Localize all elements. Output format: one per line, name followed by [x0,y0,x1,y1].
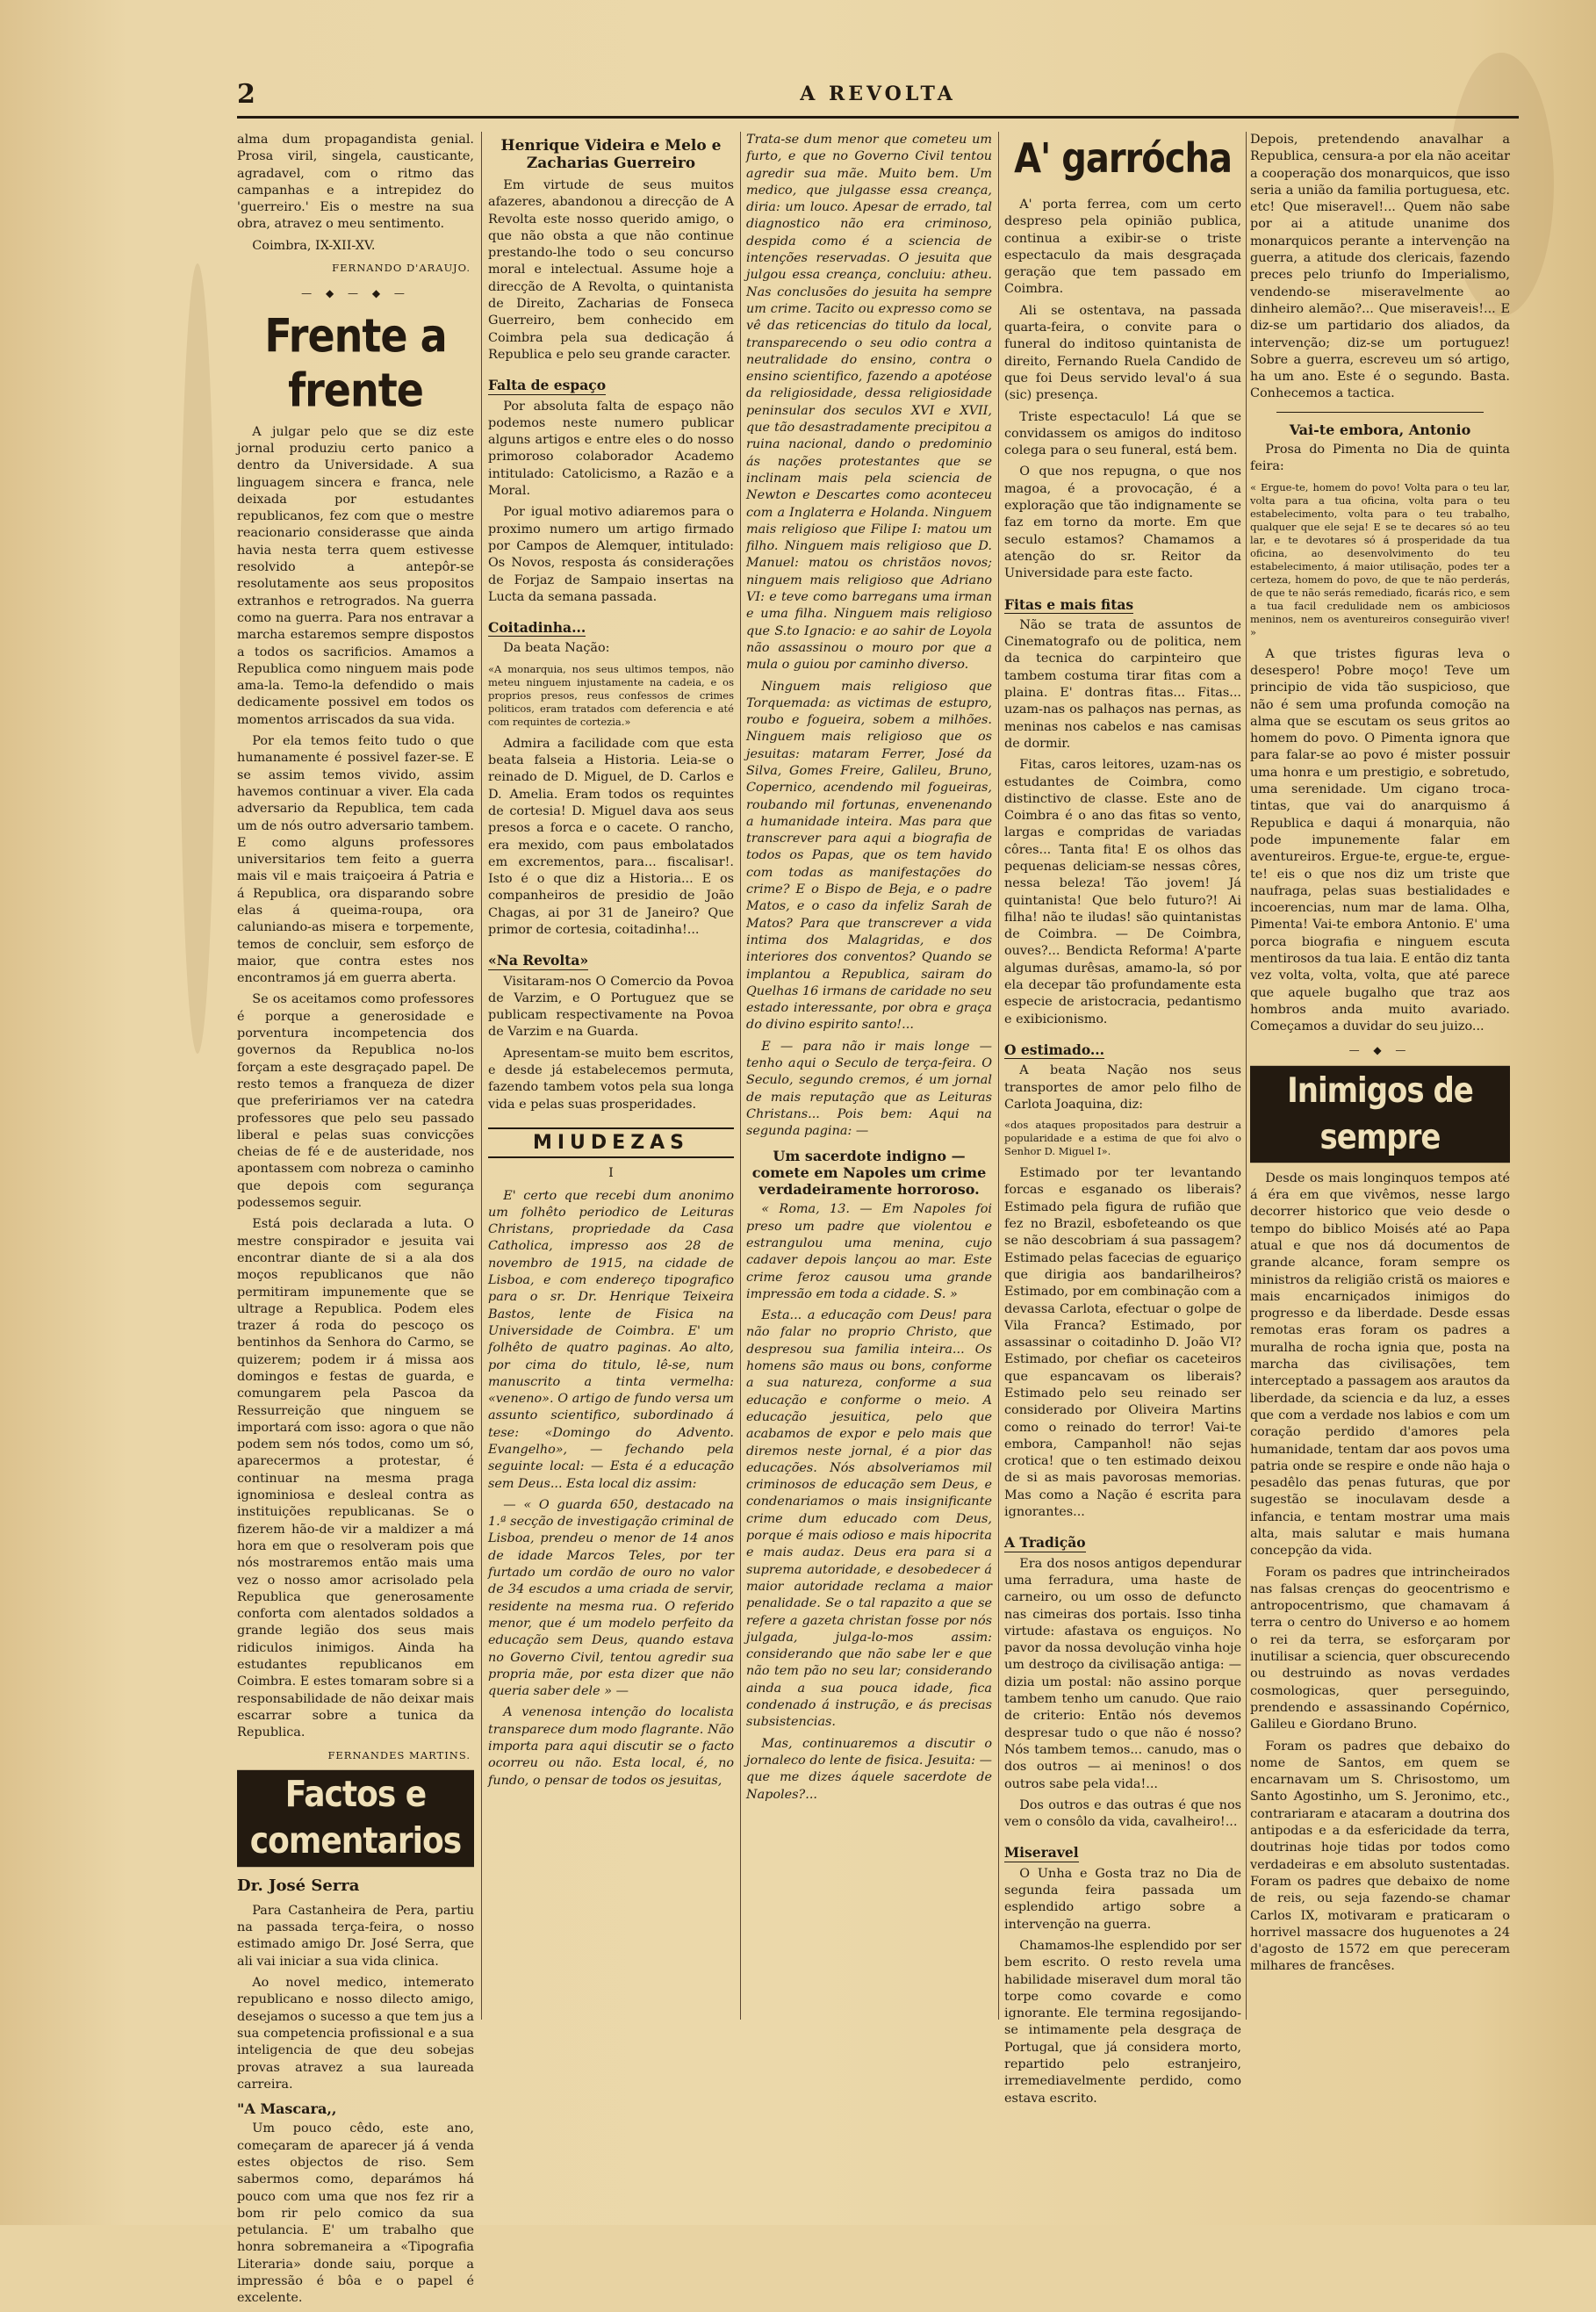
column-5 [1250,132,1510,1980]
paragraph: O que nos repugna, o que nos magoa, é a provocação, é a exploração que tão indignamente se faz em torno da morte. Em que seculo estamos? Chamamos a atenção do sr. Reitor da Universidade para este facto. [1004,465,1241,581]
paragraph: alma dum propagandista genial. Prosa viril, singela, causticante, agradavel, com o ritmo das campanhas e a intrepidez do 'guerreiro.' Eis o mestre na sua obra, atravez o meu sentimento. [237,133,474,232]
section-heading: Miseravel [1004,1844,1079,1862]
paragraph: O Unha e Gosta traz no Dia de segunda feira passada um esplendido artigo sobre a intervenção na guerra. [1004,1866,1241,1932]
paragraph: Esta... a educação com Deus! para não falar no proprio Christo, que despresou sua familia inteira... Os homens são maus ou bons, conforme a sua natureza, conforme a sua educação e conforme o meio. A educação jesuitica, pelo que acabamos de expor e pelo mais que diremos neste jornal, é a pior das educações. Nós absolveriamos mil criminosos de educação sem Deus, e condenariamos o mais insignificante crime dum educado com Deus, porque é mais odioso e mais hipocrita e mais audaz. Deus era para si a suprema autoridade, e desobedecer á maior autoridade reclama a maior penalidade. Se o tal rapazito a que se refere a gazeta christan fosse por nós julgada, julga-lo-mos assim: considerando que não sabe ler e que não tem pão no seu lar; considerando ainda a sua pouca idade, fica condenado á instrução, e ás precisas subsistencias. [746,1308,992,1730]
article-title: Inimigos de sempre [1250,1066,1510,1163]
section-banner: MIUDEZAS [488,1127,734,1158]
section-heading: A Tradição [1004,1534,1086,1552]
paragraph: Mas, continuaremos a discutir o jornaleco do lente de fisica. Jesuita: — que me dizes áquele sacerdote de Napoles?... [746,1736,992,1802]
paragraph: Ninguem mais religioso que Torquemada: as victimas de estupro, roubo e fogueira, sobem a milhões. Ninguem mais religioso que os jesuitas: mataram Ferrer, José da Silva, Gomes Freire, Galileu, Bruno, Copernico, acendendo mil fogueiras, roubando mil fortunas, envenenando a humanidade inteira. Mas para que transcrever para aqui a biografia de todos os Papas, que os tem havido com todas as manifestações do crime? E o Bispo de Beja, e o padre Matos, e o caso da infeliz Sarah de Matos? Para que transcrever a vida intima dos Malagridas, e dos interiores dos conventos? Quando se implantou a Republica, sairam do Quelhas 16 irmans de caridade no seu estado interessante, por obra e graça do divino espirito santo!... [746,679,993,1033]
paragraph: « Roma, 13. — Em Napoles foi preso um padre que violentou e estrangulou uma menina, cujo cadaver depois lançou ao mar. Este crime feroz causou uma grande impressão em toda a cidade. S. » [746,1202,992,1301]
column-divider [998,132,999,2020]
column-1 [237,132,474,2312]
section-heading: Vai-te embora, Antonio [1289,421,1471,438]
paragraph: Foram os padres que debaixo do nome de Santos, em quem se encarnavam um S. Chrisostomo, um Santo Agostinho, um S. Jeronimo, etc., contrariaram e atacaram a doutrina dos antipodas e a da esfericidade da terra, doutrinas hoje tidas por todos como verdadeiras e em absoluto sustentadas. Foram os padres que debaixo de nome de reis, ou seja fazendo-se chamar Carlos IX, motivaram e praticaram o horrivel massacre dos huguenotes a 24 d'agosto de 1572 em que pereceram milhares de francêses. [1250,1739,1510,1974]
paragraph: Para Castanheira de Pera, partiu na passada terça-feira, o nosso estimado amigo Dr. José Serra, que ali vai iniciar a sua vida clinica. [237,1903,474,1969]
page-header [237,79,1519,114]
quotation: «A monarquia, nos seus ultimos tempos, não meteu ninguem injustamente na cadeia, e os proprios presos, reus confessos de crimes politicos, eram tratados com deferencia e até com requintes de cortezia.» [488,662,734,728]
section-heading: O estimado... [1004,1041,1105,1058]
paragraph: Admira a facilidade com que esta beata falseia a Historia. Leia-se o reinado de D. Miguel, de D. Carlos e D. Amelia. Eram todos os requintes de cortesia! D. Miguel dava aos seus presos a forca e o cacete. O rancho, era mexido, com paus embolatados em excrementos, para... fiscalisar!. Isto é o que diz a Historia... E os companheiros de presidio de João Chagas, ai por 31 de Janeiro? Que primor de cortesia, coitadinha!... [488,736,734,937]
quotation: « Ergue-te, homem do povo! Volta para o teu lar, volta para a tua oficina, volta para o teu estabelecimento, volta para o teu trabalho, qualquer que ele seja! E se te decares só ao teu lar, e te devotares só á prosperidade da tua oficina, ao desenvolvimento do teu estabelecimento, á maior utilisação, podes ter a certeza, homem do povo, de que te não perderás, de que te não serás remediado, ficarás rico, e sem a tua facil credulidade nem os ambiciosos meninos, nem os aventureiros conseguirão viver! » [1250,480,1510,638]
section-heading: «Na Revolta» [488,952,589,969]
column-3 [746,132,992,1808]
header-rule [237,116,1519,119]
column-divider [740,132,741,2020]
ornament: — ◆ — ◆ — [301,287,410,300]
column-divider [1246,132,1247,2020]
section-heading: Fitas e mais fitas [1004,595,1134,613]
paragraph: A' porta ferrea, com um certo despreso pela opinião publica, continua a exibir-se o triste espectaculo da mais desgraçada geração que tem passado em Coimbra. [1004,198,1241,297]
paragraph: Ao novel medico, intemerato republicano e nosso dilecto amigo, desejamos o sucesso a que tem jus a sua competencia profissional e a sua inteligencia de que deu sobejas provas atravez a sua laureada carreira. [237,1976,474,2092]
paragraph: Da beata Nação: [503,641,610,656]
paragraph: Foram os padres que intrincheirados nas falsas crenças do geocentrismo e antropocentrismo, que chamavam á terra o centro do Universo e ao homem o rei da terra, se esforçaram por inutilisar a sciencia, quer obscurecendo ou destruindo as novas verdades cosmologicas, quer perseguindo, prendendo e assassinando Copérnico, Galileu e Giordano Bruno. [1250,1565,1510,1732]
paragraph: Um pouco cêdo, este ano, começaram de aparecer já á venda estes objectos de riso. Sem sabermos como, deparámos há pouco com uma que nos fez rir a bom rir pelo comico da sua petulancia. E' um trabalho que honra sobremaneira a «Tipografia Literaria» donde saiu, porque a impressão é bôa e o papel é excelente. [237,2121,474,2306]
paragraph: Fitas, caros leitores, uzam-nas os estudantes de Coimbra, como distinctivo de classe. Este ano de Coimbra é o ano das fitas so vento, largas e compridas de variadas côres... Tanta fita! E os olhos das pequenas deliciam-se nessas côres, nessa beleza! Tão jovem! Já quintanista! Que belo futuro?! Ai filha! não te iludas! são quintanistas de Coimbra. — De Coimbra, ouves?... Bendicta Reforma! A'parte algumas durêsas, amamo-la, só por ela decepar tão profundamente esta especie de aristocracia, pedantismo e exibicionismo. [1004,758,1241,1026]
ornament: — ◆ — [1348,1044,1412,1057]
paragraph: A que tristes figuras leva o desespero! Pobre moço! Teve um principio de vida tão suspicioso, que não é sem uma profunda comoção na alma que se escutam os seus gritos ao homem do povo. O Pimenta ignora que para falar-se ao povo é mister possuir uma honra e um prestigio, e sobretudo, uma serenidade. Um cigano troca-tintas, que vai do anarquismo á Republica e daqui á monarquia, não pode impunemente falar em aventureiros. Ergue-te, ergue-te, ergue-te! eis o que nos diz um triste que naufraga, pelas suas bestialidades e incoerencias, num mar de lama. Olha, Pimenta! Vai-te embora Antonio. E' uma porca biografia e ninguem escuta mentirosos da tua laia. E então diz tanta vez volta, volta, volta, que até parece que aquele bugalho que traz aos hombros anda muito avariado. Começamos a duvidar do seu juizo... [1250,646,1510,1034]
page-stain [180,263,215,1054]
paragraph: Era dos nosos antigos dependurar uma ferradura, uma haste de carneiro, ou um osso de defuncto nas cimeiras dos portais. Isso tinha virtude: afastava os enguiços. No pavor da nossa devolução vinha hoje um destroço da civilisação antiga: — dizia um postal: não assino porque tambem tenho um canudo. Que raio de criterio: Então nós devemos despresar tudo o que não é nosso? Nós tambem temos... canudo, mas o dos outros — ai meninos! o dos outros sabe pela vida!... [1004,1556,1241,1791]
paragraph: Apresentam-se muito bem escritos, e desde já estabelecemos permuta, fazendo tambem votos pela sua longa vida e pelas suas prosperidades. [488,1046,734,1112]
article-title: Factos e comentarios [237,1770,474,1867]
paragraph: Prosa do Pimenta no Dia de quinta feira: [1250,443,1510,474]
signature: FERNANDES MARTINS. [327,1748,471,1761]
paragraph: Por igual motivo adiaremos para o proximo numero um artigo firmado por Campos de Alemquer, intitulado: Os Novos, resposta ás considerações de Forjaz de Sampaio insertas na Lucta da semana passada. [488,505,734,604]
paragraph: Ali se ostentava, na passada quarta-feira, o convite para o funeral do inditoso quintanista de direito, Fernando Ruela Candido de que foi Deus servido leval'o á sua (sic) presença. [1004,303,1241,403]
separator [1276,412,1484,413]
newspaper-title: A REVOLTA [800,83,956,105]
paragraph: A venenosa intenção do localista transparece dum modo flagrante. Não importa para aqui discutir se o facto ocorreu ou não. Esta local, é, no fundo, o pensar de todos os jesuitas, [488,1705,734,1788]
paragraph: Em virtude de seus muitos afazeres, abandonou a direcção de A Revolta este nosso querido amigo, o que não obsta a que não continue prestando-lhe todo o seu concurso moral e intelectual. Assume hoje a direcção de A Revolta, o quintanista de Direito, Zacharias de Fonseca Guerreiro, bem conhecido em Coimbra pela sua dedicação á Republica e pelo seu grande caracter. [488,178,734,362]
paragraph: Dos outros e das outras é que nos vem o consôlo da vida, cavalheiro!... [1004,1797,1241,1830]
page-number: 2 [237,79,255,110]
paragraph: Por ela temos feito tudo o que humanamente é possivel fazer-se. E se assim temos vivido, assim havemos continuar a viver. Ela cada adversario da Republica, tem cada um de nós outro adversario tambem. E como alguns professores universitarios tem feito a guerra mais vil e mais traiçoeira á Patria e á Republica, ora disparando sobre elas á queima-roupa, ora caluniando-as misera e torpemente, temos de concluir, sem esforço de maior, que contra estes nos encontramos já em guerra aberta. [237,734,474,986]
column-divider [481,132,482,2020]
column-2 [488,132,734,1794]
paragraph: Trata-se dum menor que cometeu um furto, e que no Governo Civil tentou agredir sua mãe. Muito bem. Um medico, que julgasse essa creança, diria: um louco. Apesar de errado, tal diagnostico não era criminoso, despida como é a sciencia de intenções reservadas. O jesuita que julgou essa creança, concluiu: atheu. Nas conclusões do jesuita ha sempre um crime. Tacito ou expresso como se vê das reticencias do titulo da local, transparecendo o seu odio contra a neutralidade do ensino, contra o ensino scientifico, fazendo a apotéose da religiosidade, dessa religiosidade peninsular dos seculos XVI e XVII, que tão desastradamente precipitou a ruina nacional, dando o predominio ás nações protestantes que se inclinam mais pela sciencia de Newton e Descartes como aconteceu com a Inglaterra e Holanda. Ninguem mais religioso que Filipe I: matou um filho. Ninguem mais religioso que D. Manuel: matou os christãos novos; ninguem mais religioso que Adriano VI: e teve como barregans uma irman e uma filha. Ninguem mais religioso que S.to Ignacio: e ao sahir de Loyola não assassinou o mouro por que a mula o guiou por caminho diverso. [746,133,992,673]
paragraph: Depois, pretendendo anavalhar a Republica, censura-a por ela não aceitar a cooperação dos monarquicos, que isso seria a união da familia portuguesa, etc. etc! Que miseravel!... Quem não sabe por ai a atitude unanime dos monarquicos perante a intervenção na guerra, a atitude dos clericais, fazendo preces pelo triunfo do Imperialismo, vendendo-se miseravelmente ao dinheiro alemão?... Que miseraveis!... E diz-se um partidario dos aliados, da intervenção; diz-se um portuguez! Sobre a guerra, escreveu um só artigo, ha um ano. Este é o segundo. Basta. Conhecemos a tactica. [1250,133,1510,401]
paragraph: — « O guarda 650, destacado na 1.ª secção de investigação criminal de Lisboa, prendeu o menor de 14 anos de idade Marcos Teles, por ter furtado um cordão de ouro no valor de 34 escudos a uma criada de servir, residente na mesma rua. O referido menor, que é um modelo perfeito da educação sem Deus, quando estava no Governo Civil, tentou agredir sua propria mãe, por esta dizer que não queria saber dele » — [488,1497,734,1699]
paragraph: Se os aceitamos como professores é porque a generosidade e porventura incompetencia dos governos da Republica no-los forçam a este desgraçado papel. De resto temos a franqueza de dizer que prefeririamos ver na catedra professores que pelo seu passado liberal e pelas suas convicções cheias de fé e de austeridade, nos apontassem com nobreza o caminho que depois com segurança podessemos seguir. [237,992,474,1211]
paragraph: A beata Nação nos seus transportes de amor pelo filho de Carlota Joaquina, diz: [1004,1063,1241,1112]
section-heading: Coitadinha... [488,619,586,637]
signature: FERNANDO D'ARAUJO. [332,262,471,275]
paragraph: Não se trata de assuntos de Cinematografo ou de politica, nem da tecnica do carpinteiro que tambem costuma tirar fitas com a plaina. E' dontras fitas... Fitas... uzam-nas os palhaços nas pernas, as meninas nos cabelos e nas camisas de dormir. [1004,617,1241,751]
paragraph: Chamamos-lhe esplendido por ser bem escrito. O resto revela uma habilidade miseravel dum moral tão torpe como covarde e como ignorante. Ele termina regosijando-se intimamente pela desgraça de Portugal, que já considera morto, repartido pelo estranjeiro, irremediavelmente perdido, como estava escrito. [1004,1938,1241,2106]
roman-numeral: I [608,1166,614,1181]
section-heading: Falta de espaço [488,377,607,394]
article-title: Henrique Videira e Melo e Zacharias Guerreiro [500,137,722,172]
column-4 [1004,132,1241,2112]
paragraph: Visitaram-nos O Comercio da Povoa de Varzim, e O Portuguez que se publicam respectivamente na Povoa de Varzim e na Guarda. [488,974,734,1040]
paragraph: Estimado por ter levantando forcas e esganado os liberais? Estimado pela figura de rufião que fez no Brazil, esbofeteando os que se não descobriam á sua passagem? Estimado pelas facecias de eguariço que dirigia aos bandarilheiros? Estimado, por em combinação com a devassa Carlota, efectuar o golpe de Vila Franca? Estimado, por assassinar o coitadinho D. João VI? Estimado, por chefiar os caceteiros que espancavam os liberais? Estimado pelo seu reinado ser considerado por Oliveira Martins como o reinado do terror! Vai-te embora, Campanhol! não sejas crotica! que o ten estimado deixou de si as mais pavorosas memorias. Mas como a Nação é escrita para ignorantes... [1004,1166,1241,1520]
paragraph: Está pois declarada a luta. O mestre conspirador e jesuita vai encontrar diante de si a ala dos moços republicanos que não permitiram impunemente que se ultrage a Republica. Podem eles trazer á roda do pescoço os bentinhos da Senhora do Carmo, se quizerem; podem ir á missa aos domingos e festas de guarda, e comungarem pela Pascoa da Ressurreição que ninguem se importará com isso: agora o que não podem sem nós todos, como um só, aparecermos a protestar, é continuar na mesma praga ignominiosa e desleal contra as instituições republicanas. Se o fizerem hão-de vir a maldizer a má hora em que o resolveram pois que nós mostraremos então mais uma vez o nosso amor acrisolado pela Republica que generosamente conforta com alentados soldados a grande legião dos seus mais ridiculos inimigos. Ainda ha estudantes republicanos em Coimbra. E estes tomaram sobre si a responsabilidade de não deixar mais escarrar sobre a tunica da Republica. [237,1217,474,1740]
section-heading: Um sacerdote indigno — comete em Napoles um crime verdadeiramente horroroso. [751,1147,987,1199]
quotation: «dos ataques propositados para destruir a popularidade e a estima de que foi alvo o Senhor D. Miguel I». [1004,1119,1241,1158]
article-title: A' garrócha [1014,135,1232,183]
paragraph: A julgar pelo que se diz este jornal produziu certo panico a dentro da Universidade. A sua linguagem sincera e franca, nele deixada por estudantes republicanos, fez com que o mestre reacionario considerasse que ainda havia nesta terra quem estivesse resolvido a antepôr-se resolutamente aos seus propositos extranhos e retrogrados. Na guerra como na guerra. Para nos entravar a marcha estaremos sempre dispostos a todos os sacrificios. Amamos a Republica como ninguem mais pode ama-la. Temo-la defendido o mais dedicamente possivel em todos os momentos arriscados da sua vida. [237,424,474,727]
paragraph: Desde os mais longinquos tempos até á éra em que vivêmos, nesse largo decorrer historico que veio desde o tempo do biblico Moisés até ao Papa atual e que nos dá documentos de grande alcance, foram sempre os ministros da religião cristã os maiores e mais encarniçados inimigos do progresso e da liberdade. Desde essas remotas eras foram os padres a muralha de rocha ignia que, posta na marcha das civilisações, tem interceptado a passagem aos arautos da liberdade, da sciencia e da luz, a esses que com a verdade nos labios e com um coração perdido d'amores pela humanidade, tentam dar aos povos uma patria onde se respire e onde não haja o pesadêlo das penas futuras, que por sugestão se inoculavam desde a infancia, e tentam mostrar uma mais alta, mais salutar e mais humana concepção da vida. [1250,1170,1510,1559]
section-heading: Dr. José Serra [237,1876,360,1895]
article-title: Frente a frente [264,307,447,417]
dateline: Coimbra, IX-XII-XV. [252,238,376,253]
paragraph: Por absoluta falta de espaço não podemos neste numero publicar alguns artigos e entre eles o do nosso primoroso colaborador Academo intitulado: Catolicismo, a Razão e a Moral. [488,399,734,499]
paragraph: E' certo que recebi dum anonimo um folhêto periodico de Leituras Christans, propriedade da Casa Catholica, impresso aos 28 de novembro de 1915, na cidade de Lisboa, e com endereço tipografico para o sr. Dr. Henrique Teixeira Bastos, lente de Fisica na Universidade de Coimbra. E' um folhêto de quatro paginas. Ao alto, por cima do titulo, lê-se, num manuscrito a tinta vermelha: «veneno». O artigo de fundo versa um assunto scientifico, subordinado á tese: «Domingo do Advento. Evangelho», — fechando pela seguinte local: — Esta é a educação sem Deus... Esta local diz assim: [488,1188,734,1491]
paragraph: E — para não ir mais longe — tenho aqui o Seculo de terça-feira. O Seculo, segundo cremos, é um jornal de mais reputação que as Leituras Christans... Pois bem: Aqui na segunda pagina: — [746,1039,992,1139]
section-heading: "A Mascara,, [237,2100,337,2118]
paragraph: Triste espectaculo! Lá que se convidassem os amigos do inditoso colega para o seu funeral, está bem. [1004,409,1241,458]
